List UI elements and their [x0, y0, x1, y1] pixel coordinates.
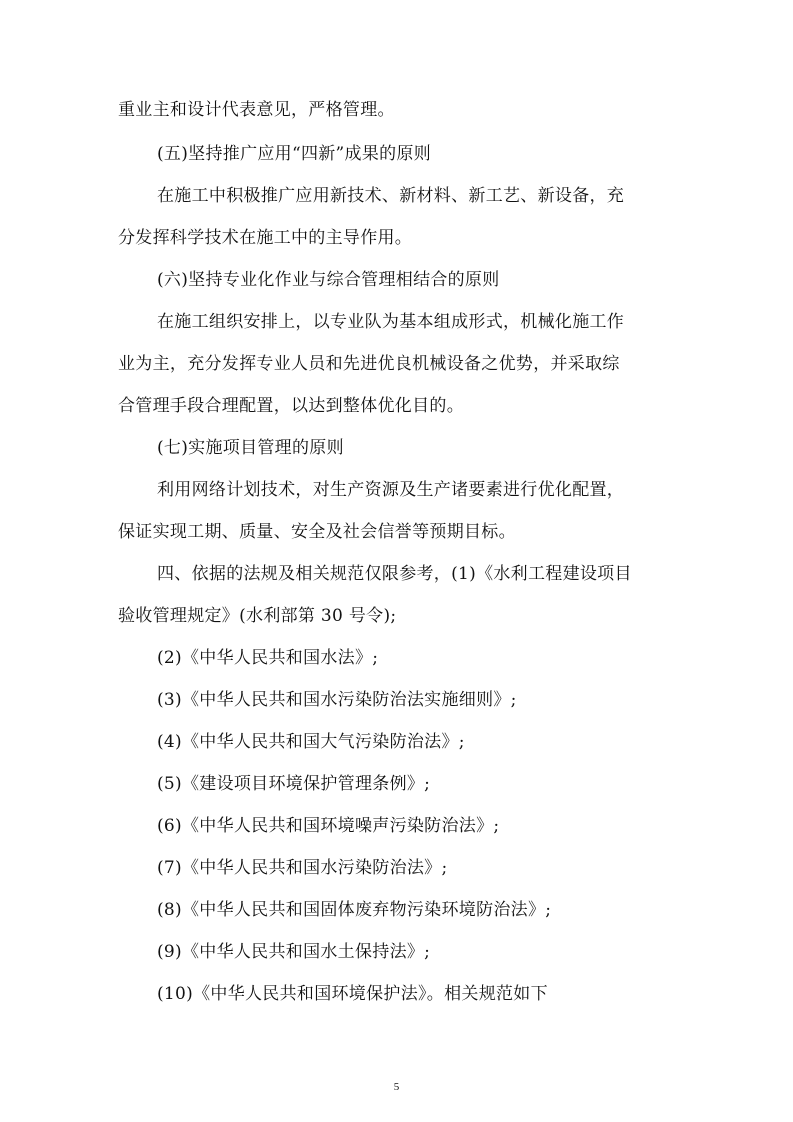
- text-line: 重业主和设计代表意见，严格管理。: [118, 100, 395, 120]
- list-item: (3)《中华人民共和国水污染防治法实施细则》;: [157, 690, 517, 710]
- page-number: 5: [393, 1081, 400, 1093]
- section-heading: (七)实施项目管理的原则: [157, 438, 344, 458]
- section-heading: (五)坚持推广应用“四新”成果的原则: [157, 144, 432, 164]
- list-item: (6)《中华人民共和国环境噪声污染防治法》;: [157, 816, 500, 836]
- list-item: (2)《中华人民共和国水法》;: [157, 648, 379, 668]
- text-line: 业为主，充分发挥专业人员和先进优良机械设备之优势，并采取综: [118, 354, 620, 374]
- text-line: 在施工组织安排上，以专业队为基本组成形式，机械化施工作: [157, 312, 625, 332]
- text-line: 合管理手段合理配置，以达到整体优化目的。: [118, 396, 464, 416]
- text-line: 在施工中积极推广应用新技术、新材料、新工艺、新设备，充: [157, 186, 625, 206]
- list-item: (8)《中华人民共和国固体废弃物污染环境防治法》;: [157, 900, 552, 920]
- text-line: 分发挥科学技术在施工中的主导作用。: [118, 228, 413, 248]
- section-heading: 四、依据的法规及相关规范仅限参考，(1)《水利工程建设项目: [157, 564, 632, 584]
- list-item: (10)《中华人民共和国环境保护法》。相关规范如下: [157, 984, 548, 1004]
- text-line: 验收管理规定》(水利部第 30 号令);: [118, 606, 397, 626]
- text-line: 利用网络计划技术，对生产资源及生产诸要素进行优化配置，: [157, 480, 625, 500]
- text-line: 保证实现工期、质量、安全及社会信誉等预期目标。: [118, 522, 516, 542]
- list-item: (4)《中华人民共和国大气污染防治法》;: [157, 732, 465, 752]
- section-heading: (六)坚持专业化作业与综合管理相结合的原则: [157, 270, 500, 290]
- list-item: (9)《中华人民共和国水土保持法》;: [157, 942, 431, 962]
- list-item: (5)《建设项目环境保护管理条例》;: [157, 774, 431, 794]
- list-item: (7)《中华人民共和国水污染防治法》;: [157, 858, 448, 878]
